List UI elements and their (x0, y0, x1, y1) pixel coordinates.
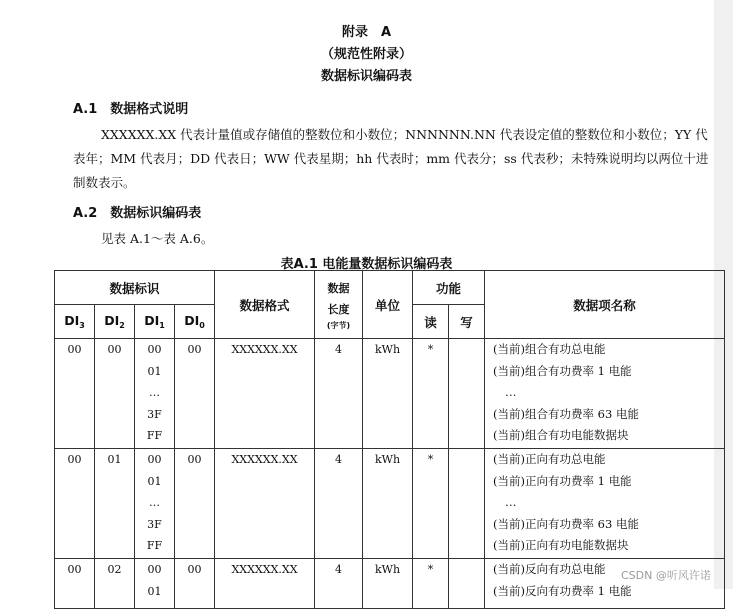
cell-item-name: (当前)组合有功费率 63 电能 (493, 406, 639, 421)
cell-write (449, 559, 485, 609)
cell-read: * (427, 563, 434, 576)
cell-di3: 00 (67, 453, 82, 466)
cell-di0: 00 (187, 453, 202, 466)
cell-write (449, 339, 485, 449)
cell-di2: 02 (107, 563, 122, 576)
cell-item-name: (当前)反向有功费率 1 电能 (493, 583, 632, 598)
cell-di1: 01 (147, 364, 162, 378)
cell-di0: 00 (187, 563, 202, 576)
cell-di1: 00 (147, 563, 162, 576)
cell-item-name: (当前)正向有功费率 63 电能 (493, 516, 639, 531)
header-unit: 单位 (363, 271, 413, 339)
table-caption: 表A.1 电能量数据标识编码表 (280, 257, 453, 272)
cell-di1: 3F (147, 517, 162, 531)
data-id-table (54, 270, 725, 609)
appendix-subtitle: （规范性附录） (320, 47, 412, 62)
header-di2: $DI_2$ (95, 305, 135, 339)
table-row (55, 339, 725, 449)
cell-format: XXXXXX.XX (231, 563, 298, 576)
cell-di1: … (149, 386, 160, 400)
cell-di0: 00 (187, 343, 202, 356)
header-read: 读 (413, 305, 449, 339)
header-function: 功能 (413, 271, 485, 305)
cell-unit: kWh (374, 563, 401, 576)
cell-write (449, 449, 485, 559)
header-length (315, 271, 363, 339)
cell-di1: 01 (147, 584, 162, 598)
cell-di1: 3F (147, 407, 162, 421)
cell-di3: 00 (67, 343, 82, 356)
cell-item-name: (当前)组合有功费率 1 电能 (493, 363, 632, 378)
header-write: 写 (449, 305, 485, 339)
header-length-top: 数据 (327, 282, 350, 295)
cell-di1: … (149, 496, 160, 510)
cell-length: 4 (335, 343, 343, 356)
header-di0: $DI_0$ (175, 305, 215, 339)
document-title: 数据标识编码表 (320, 69, 412, 84)
section-a2-heading: A.2 数据标识编码表 (73, 206, 202, 221)
cell-format: XXXXXX.XX (231, 453, 298, 466)
cell-di1: 01 (147, 474, 162, 488)
cell-item-name: (当前)组合有功电能数据块 (493, 428, 629, 443)
cell-di1: FF (146, 429, 163, 443)
cell-di1: 00 (147, 453, 162, 466)
cell-item-name: (当前)反向有功总电能 (493, 562, 606, 576)
cell-di2: 01 (107, 453, 122, 466)
cell-item-name: … (505, 385, 517, 400)
header-length-unit: (字节) (326, 321, 351, 330)
section-a2-paragraph: 见表 A.1～表 A.6。 (101, 231, 214, 246)
cell-length: 4 (335, 453, 343, 466)
cell-length: 4 (335, 563, 343, 576)
header-di3: $DI_3$ (55, 305, 95, 339)
appendix-title: 附录 A (341, 25, 392, 40)
cell-di2: 00 (107, 343, 122, 356)
section-a1-heading: A.1 数据格式说明 (73, 102, 189, 117)
cell-di3: 00 (67, 563, 82, 576)
cell-item-name: (当前)正向有功总电能 (493, 452, 606, 466)
section-a1-paragraph: XXXXXX.XX 代表计量值或存储值的整数位和小数位；NNNNNN.NN 代表设定值的整数位和小数位；YY 代表年；MM 代表月；DD 代表日；WW 代表星期；hh 代表时；mm 代表分；ss 代表秒；未特殊说明均以两位十进制数表示。 (73, 127, 709, 190)
header-di1: $DI_1$ (135, 305, 175, 339)
header-data-id: 数据标识 (55, 271, 215, 305)
header-name: 数据项名称 (485, 271, 725, 339)
cell-read: * (427, 453, 434, 466)
cell-item-name: … (505, 495, 517, 510)
cell-item-name: (当前)正向有功费率 1 电能 (493, 473, 632, 488)
cell-di1: 00 (147, 343, 162, 356)
cell-format: XXXXXX.XX (231, 343, 298, 356)
cell-item-name: (当前)正向有功电能数据块 (493, 538, 629, 553)
cell-item-name: (当前)组合有功总电能 (493, 342, 606, 356)
header-format: 数据格式 (215, 271, 315, 339)
table-row (55, 559, 725, 609)
cell-unit: kWh (374, 453, 401, 466)
table-row (55, 449, 725, 559)
csdn-watermark: CSDN @听风许诺 (621, 569, 711, 582)
header-length-mid: 长度 (327, 303, 350, 316)
cell-read: * (427, 343, 434, 356)
cell-di1: FF (146, 539, 163, 553)
cell-unit: kWh (374, 343, 401, 356)
